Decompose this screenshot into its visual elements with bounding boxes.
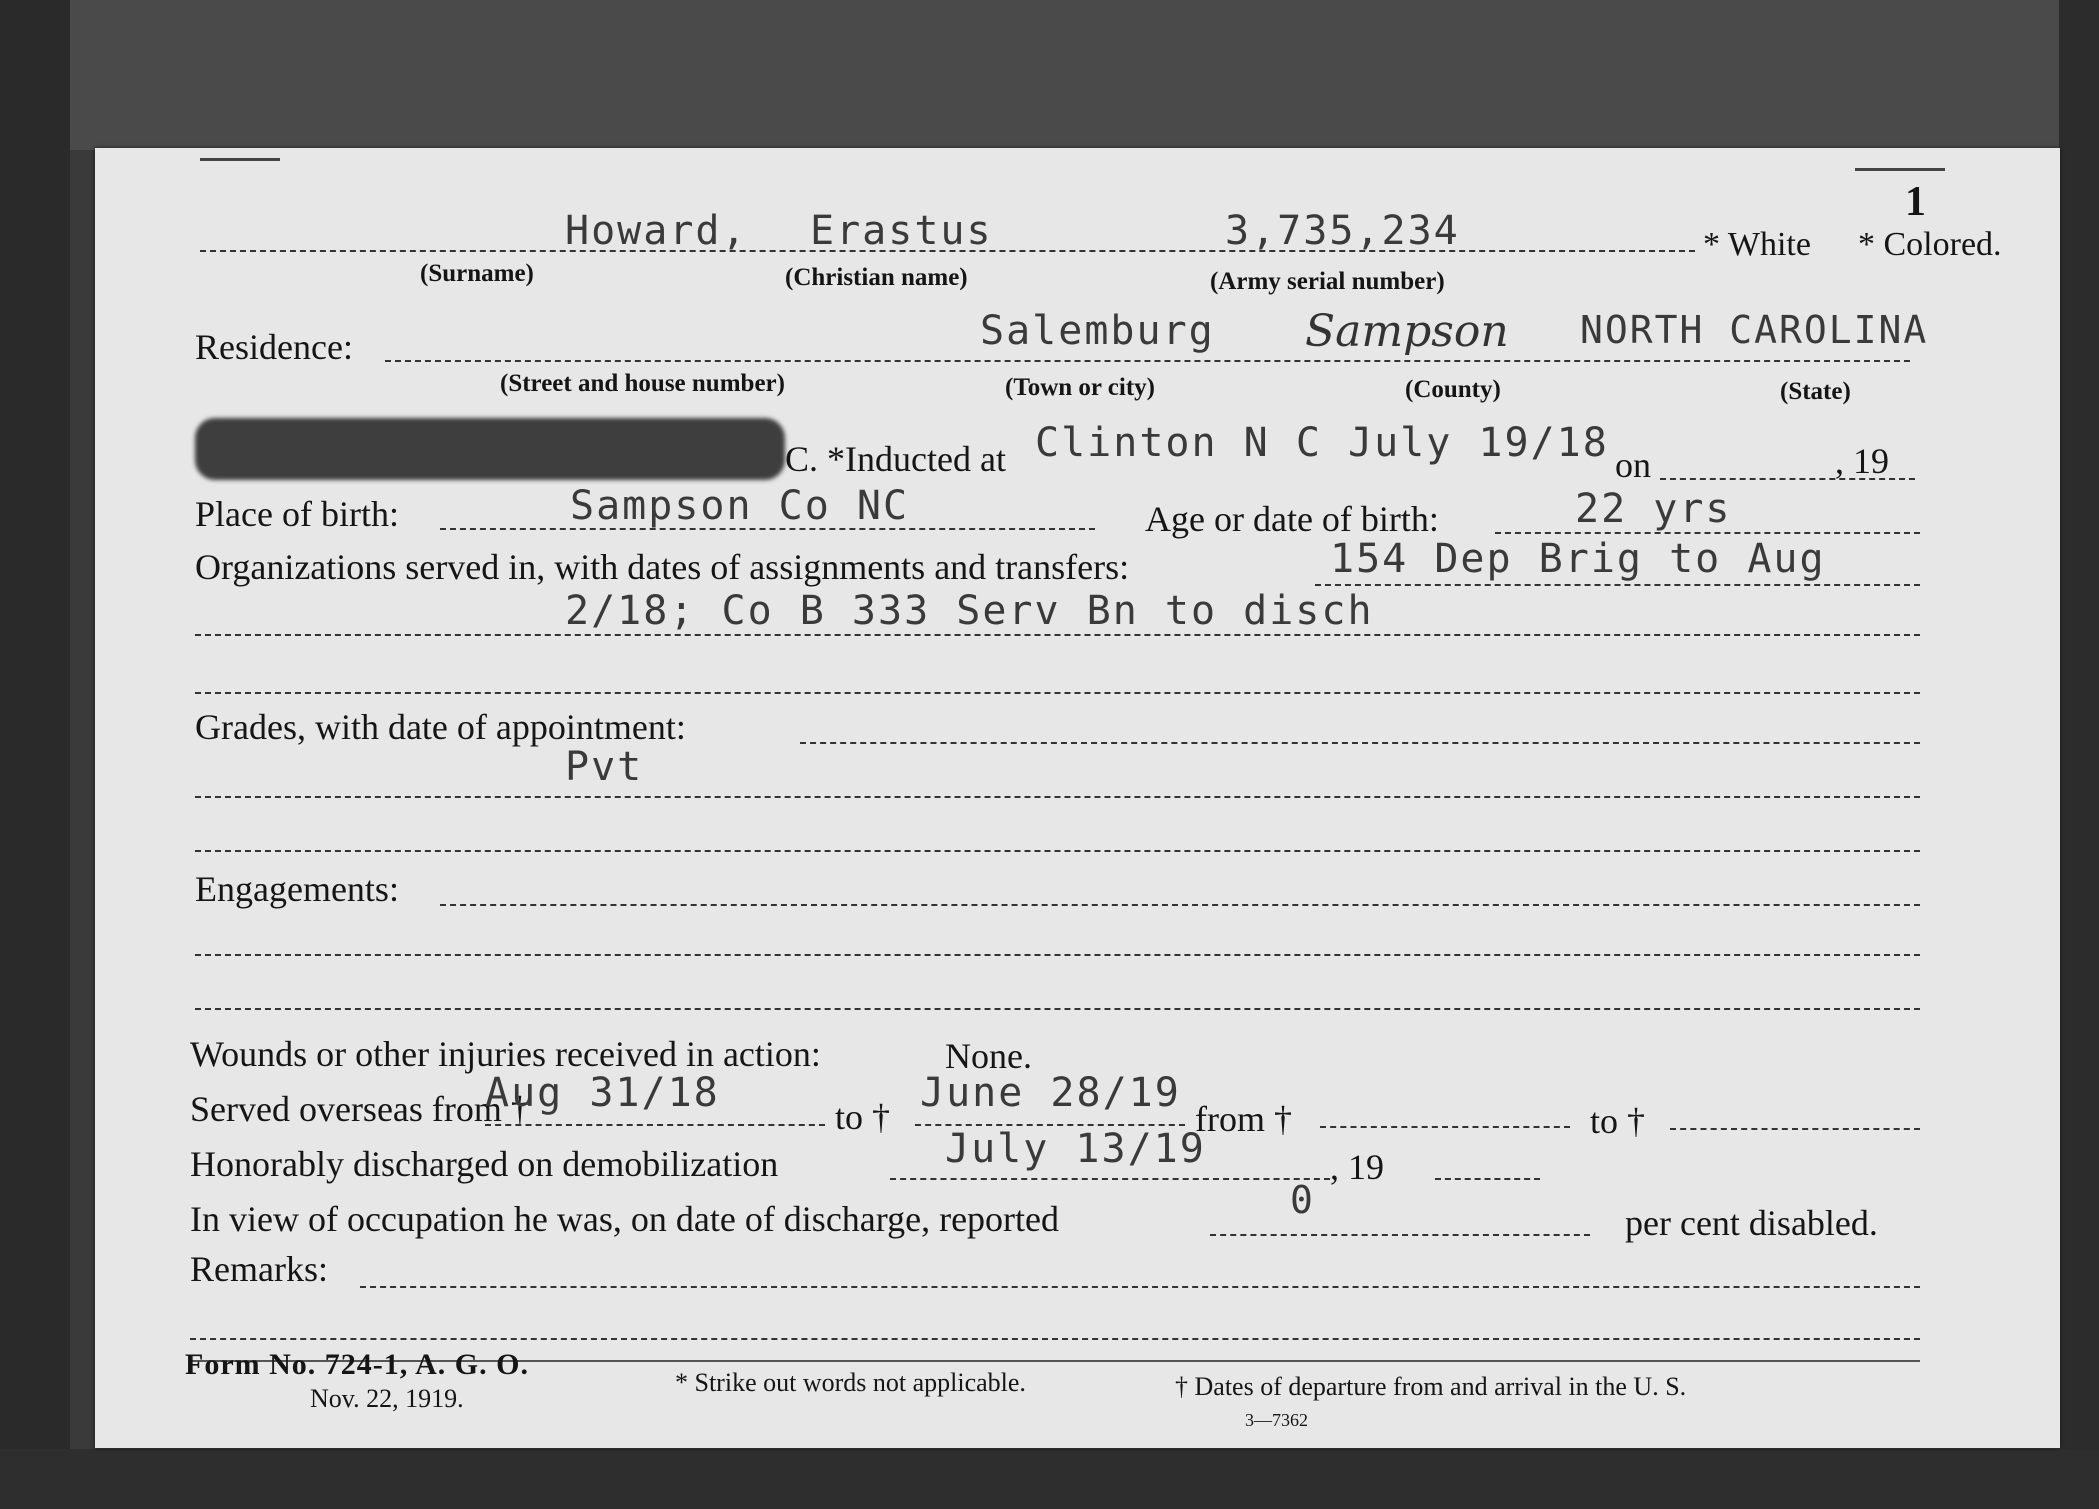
top-rule-left — [200, 158, 280, 161]
christian-name-value: Erastus — [810, 208, 993, 254]
age-label: Age or date of birth: — [1145, 499, 1439, 539]
remarks-line-2 — [190, 1338, 1920, 1340]
engagements-line-2 — [195, 954, 1920, 956]
residence-label: Residence: — [195, 327, 353, 367]
state-caption: (State) — [1780, 378, 1851, 405]
discharge-line — [890, 1178, 1330, 1180]
grades-line-3 — [195, 850, 1920, 852]
serial-number-value: 3,735,234 — [1225, 208, 1460, 254]
age-value: 22 yrs — [1575, 486, 1732, 532]
wounds-value: None. — [945, 1036, 1032, 1076]
overseas-from-line — [485, 1124, 825, 1126]
grades-line-1 — [800, 742, 1920, 744]
state-value: NORTH CAROLINA — [1580, 308, 1929, 352]
discharge-year-line — [1435, 1178, 1540, 1180]
grades-label: Grades, with date of appointment: — [195, 707, 686, 747]
grades-line-2 — [195, 796, 1920, 798]
on-label: on — [1615, 445, 1651, 485]
dates-note: † Dates of departure from and arrival in the U. S. — [1175, 1372, 1687, 1401]
organizations-line-2 — [195, 634, 1920, 636]
organizations-label: Organizations served in, with dates of assignments and transfers: — [195, 547, 1130, 587]
age-line — [1495, 532, 1920, 534]
service-record-card — [95, 148, 2060, 1448]
county-caption: (County) — [1405, 376, 1501, 403]
overseas-from-value: Aug 31/18 — [485, 1070, 720, 1116]
discharge-year-label: , 19 — [1330, 1147, 1384, 1187]
background-top — [0, 0, 2099, 150]
town-caption: (Town or city) — [1005, 374, 1155, 401]
surname-caption: (Surname) — [420, 260, 534, 287]
serial-number-caption: (Army serial number) — [1210, 268, 1445, 295]
town-value: Salemburg — [980, 308, 1215, 354]
engagements-label: Engagements: — [195, 869, 399, 909]
overseas-to-2-line — [1670, 1128, 1920, 1130]
race-white-label: * White — [1703, 226, 1811, 263]
strike-out-note: * Strike out words not applicable. — [675, 1368, 1026, 1397]
surname-value: Howard, — [565, 208, 748, 254]
disabled-line — [1210, 1234, 1590, 1236]
induction-year-label: , 19 — [1835, 441, 1889, 481]
overseas-to-value: June 28/19 — [920, 1070, 1181, 1116]
page-number: 1 — [1905, 179, 1926, 225]
top-rule-right — [1855, 168, 1945, 171]
birth-place-value: Sampson Co NC — [570, 483, 910, 529]
disabled-value: 0 — [1290, 1178, 1315, 1222]
county-value: Sampson — [1305, 306, 1509, 357]
organizations-line-3 — [195, 692, 1920, 694]
residence-line — [385, 360, 1910, 362]
disabled-label: per cent disabled. — [1625, 1203, 1878, 1243]
engagements-line-1 — [440, 904, 1920, 906]
overseas-label: Served overseas from † — [190, 1089, 529, 1129]
engagements-line-3 — [195, 1008, 1920, 1010]
inducted-label: C. *Inducted at — [785, 439, 1006, 479]
form-date: Nov. 22, 1919. — [310, 1384, 464, 1413]
overseas-to-label: to † — [835, 1097, 891, 1137]
inducted-place-value: Clinton N C July 19/18 — [1035, 420, 1609, 466]
occupation-label: In view of occupation he was, on date of discharge, reported — [190, 1199, 1060, 1239]
discharge-label: Honorably discharged on demobilization — [190, 1144, 779, 1184]
redaction-mark — [195, 418, 785, 480]
wounds-label: Wounds or other injuries received in action: — [190, 1034, 821, 1074]
organizations-value-2: 2/18; Co B 333 Serv Bn to disch — [565, 588, 1374, 634]
street-caption: (Street and house number) — [500, 370, 785, 397]
overseas-to-2-label: to † — [1590, 1101, 1646, 1141]
background-bottom — [0, 1449, 2099, 1509]
race-colored-label: * Colored. — [1858, 226, 2002, 263]
remarks-line-1 — [360, 1286, 1920, 1288]
remarks-label: Remarks: — [190, 1249, 328, 1289]
background-right — [2059, 0, 2099, 1509]
grades-value: Pvt — [565, 744, 644, 790]
form-number: Form No. 724-1, A. G. O. — [185, 1348, 529, 1381]
christian-name-caption: (Christian name) — [785, 264, 968, 291]
overseas-from-2-label: from † — [1195, 1099, 1292, 1139]
background-left — [0, 0, 70, 1509]
organizations-line-1 — [1315, 584, 1920, 586]
print-code: 3—7362 — [1245, 1410, 1308, 1430]
discharge-value: July 13/19 — [945, 1126, 1206, 1172]
overseas-from-2-line — [1320, 1126, 1570, 1128]
organizations-value-1: 154 Dep Brig to Aug — [1330, 536, 1826, 582]
birth-place-label: Place of birth: — [195, 494, 399, 534]
